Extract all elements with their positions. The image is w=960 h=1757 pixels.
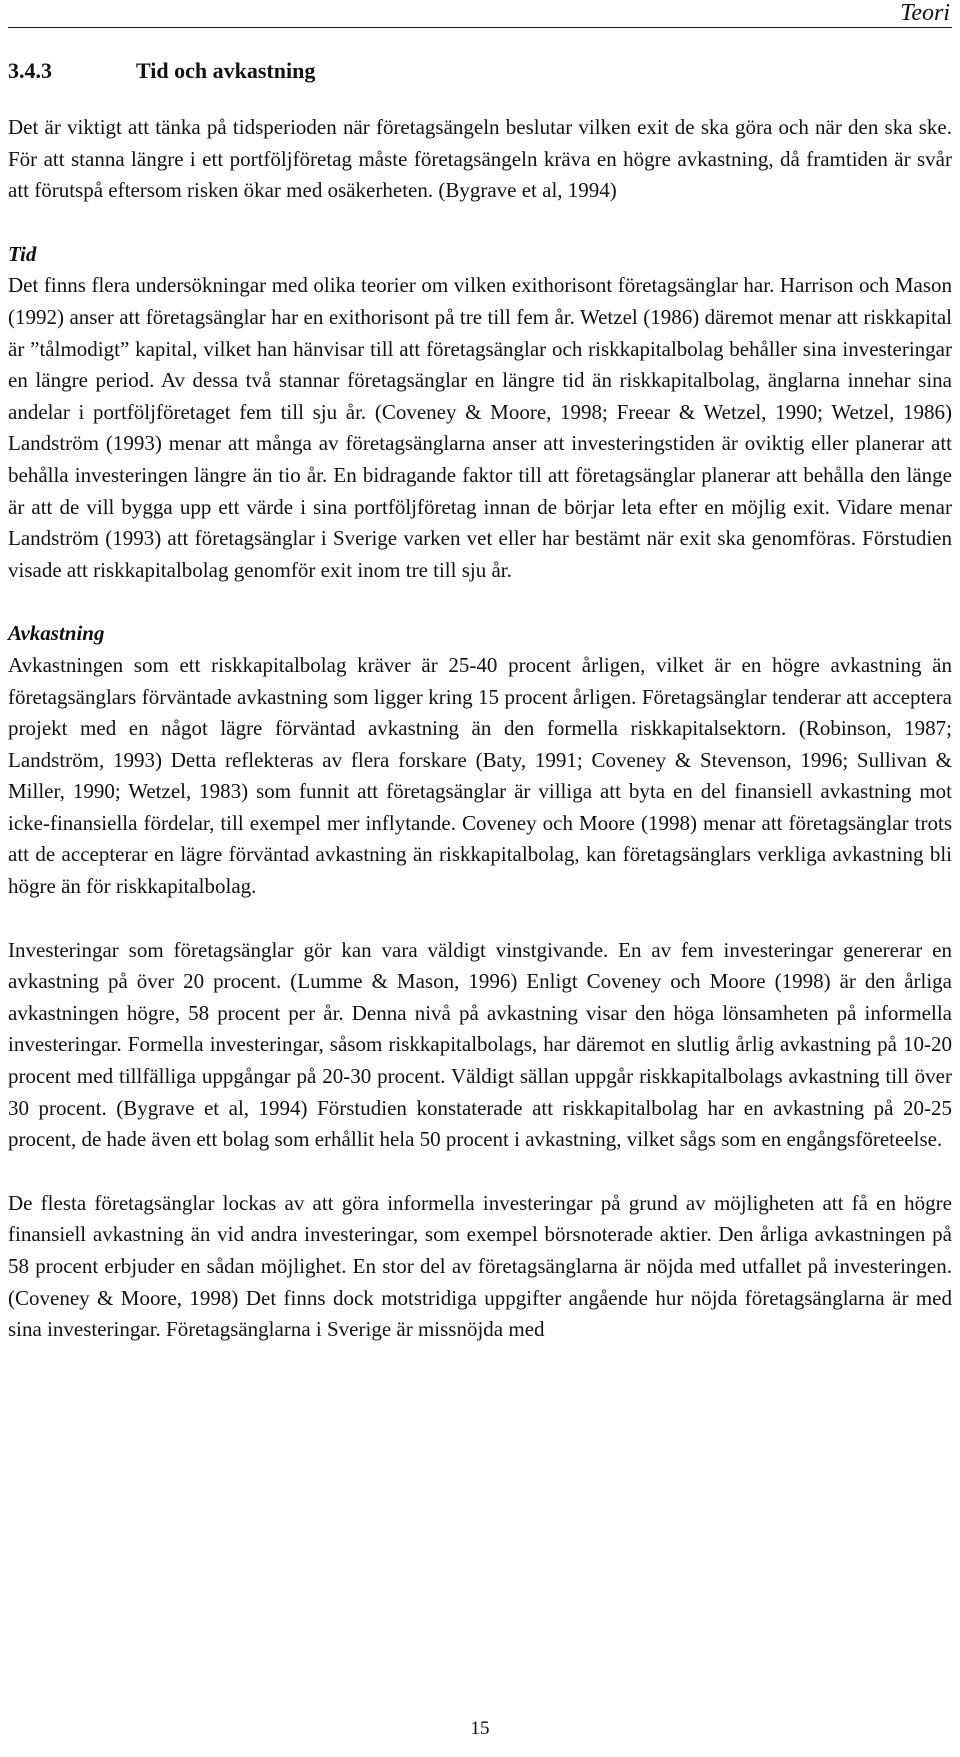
avkastning-paragraph-2: Investeringar som företagsänglar gör kan vara väldigt vinstgivande. En av fem investeringar genererar en avkastning på över 20 procent. (Lumme & Mason, 1996) Enligt Coveney och Moore (1998) är den årliga avkastningen högre, 58 procent per år. Denna nivå på avkastning visar den höga lönsamheten på informella investeringar. Formella investeringar, såsom riskkapitalbolags, har däremot en slutlig årlig avkastning på 10-20 procent med tillfälliga uppgångar på 20-30 procent. Väldigt sällan uppgår riskkapitalbolags avkastning till över 30 procent. (Bygrave et al, 1994) Förstudien konstaterade att riskkapitalbolag har en avkastning på 20-25 procent, de hade även ett bolag som erhållit hela 50 procent i avkastning, vilket sågs som en engångsföreteelse. xyxy=(8,937,952,1152)
running-header: Teori xyxy=(900,0,950,26)
section-number: 3.4.3 xyxy=(8,58,52,83)
avkastning-paragraph-1: Avkastningen som ett riskkapitalbolag kräver är 25-40 procent årligen, vilket är en högre avkastning än företagsänglars förväntade avkastning som ligger kring 15 procent årligen. Företagsänglar tenderar att acceptera projekt med en något lägre förväntad avkastning än den formella riskkapitalsektorn. (Robinson, 1987; Landström, 1993) Detta reflekteras av flera forskare (Baty, 1991; Coveney & Stevenson, 1996; Sullivan & Miller, 1990; Wetzel, 1983) som funnit att företagsänglar är villiga att byta en del finansiell avkastning mot icke-finansiella fördelar, till exempel mer inflytande. Coveney och Moore (1998) menar att företagsänglar trots att de accepterar en lägre förväntad avkastning än riskkapitalbolag, kan företagsänglars verkliga avkastning bli högre än för riskkapitalbolag. xyxy=(8,652,952,899)
spacer xyxy=(8,207,952,239)
page-content xyxy=(8,56,952,1346)
section-title: Tid och avkastning xyxy=(136,58,316,83)
section-heading xyxy=(8,56,952,86)
subheading-tid: Tid xyxy=(8,241,37,266)
spacer xyxy=(8,1156,952,1188)
spacer xyxy=(8,586,952,618)
subheading-avkastning: Avkastning xyxy=(8,621,105,646)
header-rule xyxy=(8,27,952,28)
avkastning-paragraph-3: De flesta företagsänglar lockas av att göra informella investeringar på grund av möjligheten att få en högre finansiell avkastning än vid andra investeringar, som exempel börsnoterade aktier. Den årliga avkastningen på 58 procent erbjuder en sådan möjlighet. En stor del av företagsänglarna är nöjda med utfallet på investeringen. (Coveney & Moore, 1998) Det finns dock motstridiga uppgifter angående hur nöjda företagsänglarna är med sina investeringar. Företagsänglarna i Sverige är missnöjda med xyxy=(8,1190,952,1342)
tid-paragraph: Det finns flera undersökningar med olika teorier om vilken exithorisont företagsänglar har. Harrison och Mason (1992) anser att företagsänglar har en exithorisont på tre till fem år. Wetzel (1986) däremot menar att riskkapital är ”tålmodigt” kapital, vilket han hänvisar till att företagsänglar och riskkapitalbolag behåller sina investeringar en längre period. Av dessa två stannar företagsänglar en längre tid än riskkapitalbolag, änglarna innehar sina andelar i portföljföretaget fem till sju år. (Coveney & Moore, 1998; Freear & Wetzel, 1990; Wetzel, 1986) Landström (1993) menar att många av företagsänglarna anser att investeringstiden är oviktig eller planerar att behålla investeringen längre än tio år. En bidragande faktor till att företagsänglar planerar att behålla den länge är att de vill bygga upp ett värde i sina portföljföretag innan de börjar leta efter en möjlig exit. Vidare menar Landström (1993) att företagsänglar i Sverige varken vet eller har bestämt när exit ska genomföras. Förstudien visade att riskkapitalbolag genomför exit inom tre till sju år. xyxy=(8,273,952,582)
page-number: 15 xyxy=(470,1718,490,1739)
intro-paragraph: Det är viktigt att tänka på tidsperioden när företagsängeln beslutar vilken exit de ska göra och när den ska ske. För att stanna längre i ett portföljföretag måste företagsängeln kräva en högre avkastning, då framtiden är svår att förutspå eftersom risken ökar med osäkerheten. (Bygrave et al, 1994) xyxy=(8,115,952,203)
spacer xyxy=(8,903,952,935)
